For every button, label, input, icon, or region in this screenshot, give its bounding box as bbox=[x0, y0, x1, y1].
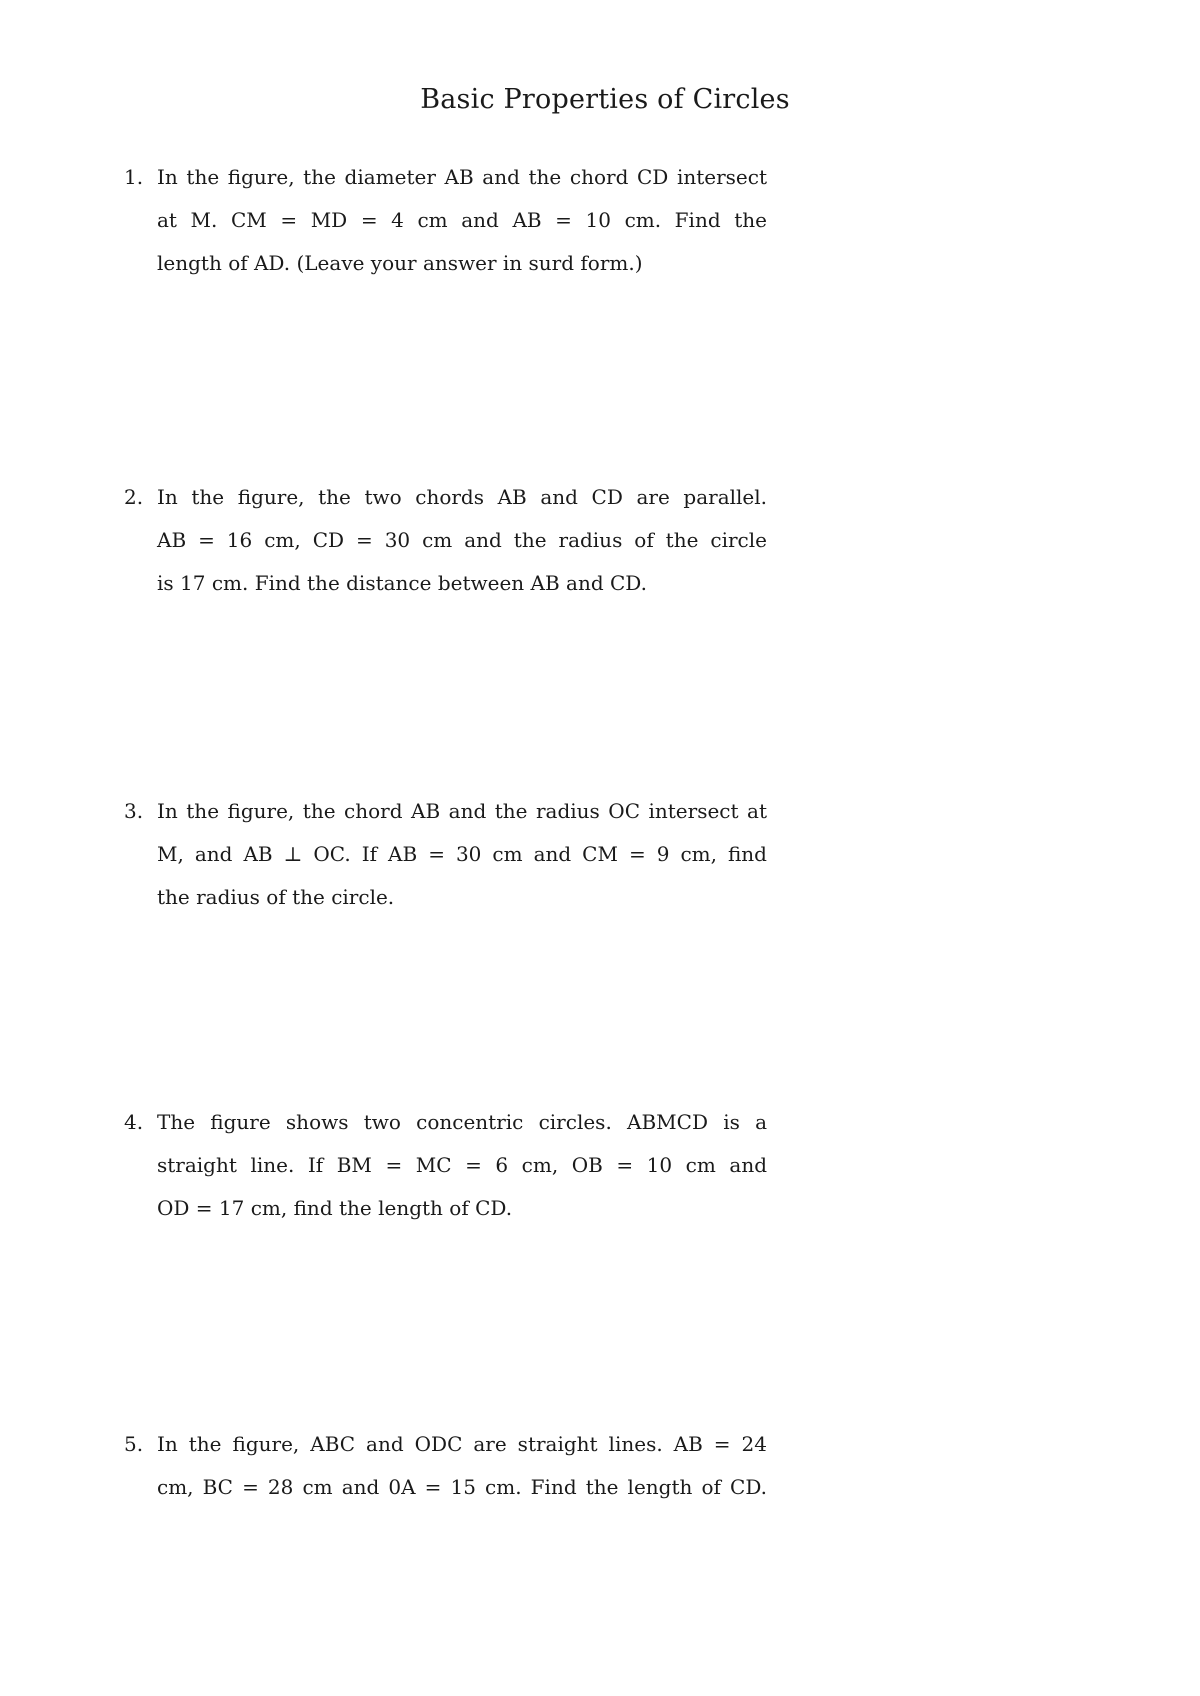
question-line: cm, BC = 28 cm and 0A = 15 cm. Find the length of CD. bbox=[157, 1475, 767, 1499]
question-line: In the figure, the two chords AB and CD are parallel. bbox=[157, 485, 767, 509]
question-text bbox=[157, 1423, 767, 1509]
question-text bbox=[157, 476, 767, 605]
question-text bbox=[157, 156, 767, 285]
question-text bbox=[157, 1101, 767, 1230]
question-line: straight line. If BM = MC = 6 cm, OB = 10 cm and bbox=[157, 1153, 767, 1177]
question-number: 4. bbox=[124, 1110, 144, 1134]
question-number: 5. bbox=[124, 1432, 144, 1456]
question-line: OD = 17 cm, find the length of CD. bbox=[157, 1196, 513, 1220]
question-number: 3. bbox=[124, 799, 144, 823]
question-line: AB = 16 cm, CD = 30 cm and the radius of the circle bbox=[157, 528, 767, 552]
page-title: Basic Properties of Circles bbox=[420, 84, 790, 115]
question-line: In the figure, the diameter AB and the chord CD intersect bbox=[157, 165, 767, 189]
question-text bbox=[157, 790, 767, 919]
question-line: is 17 cm. Find the distance between AB and CD. bbox=[157, 571, 647, 595]
question-line: In the figure, ABC and ODC are straight lines. AB = 24 bbox=[157, 1432, 767, 1456]
question-line: The figure shows two concentric circles. ABMCD is a bbox=[157, 1110, 767, 1134]
question-line: at M. CM = MD = 4 cm and AB = 10 cm. Find the bbox=[157, 208, 767, 232]
question-number: 2. bbox=[124, 485, 144, 509]
question-line: In the figure, the chord AB and the radius OC intersect at bbox=[157, 799, 767, 823]
question-line: the radius of the circle. bbox=[157, 885, 395, 909]
question-number: 1. bbox=[124, 165, 144, 189]
question-line: length of AD. (Leave your answer in surd form.) bbox=[157, 251, 643, 275]
question-line: M, and AB ⊥ OC. If AB = 30 cm and CM = 9 cm, find bbox=[157, 842, 767, 866]
